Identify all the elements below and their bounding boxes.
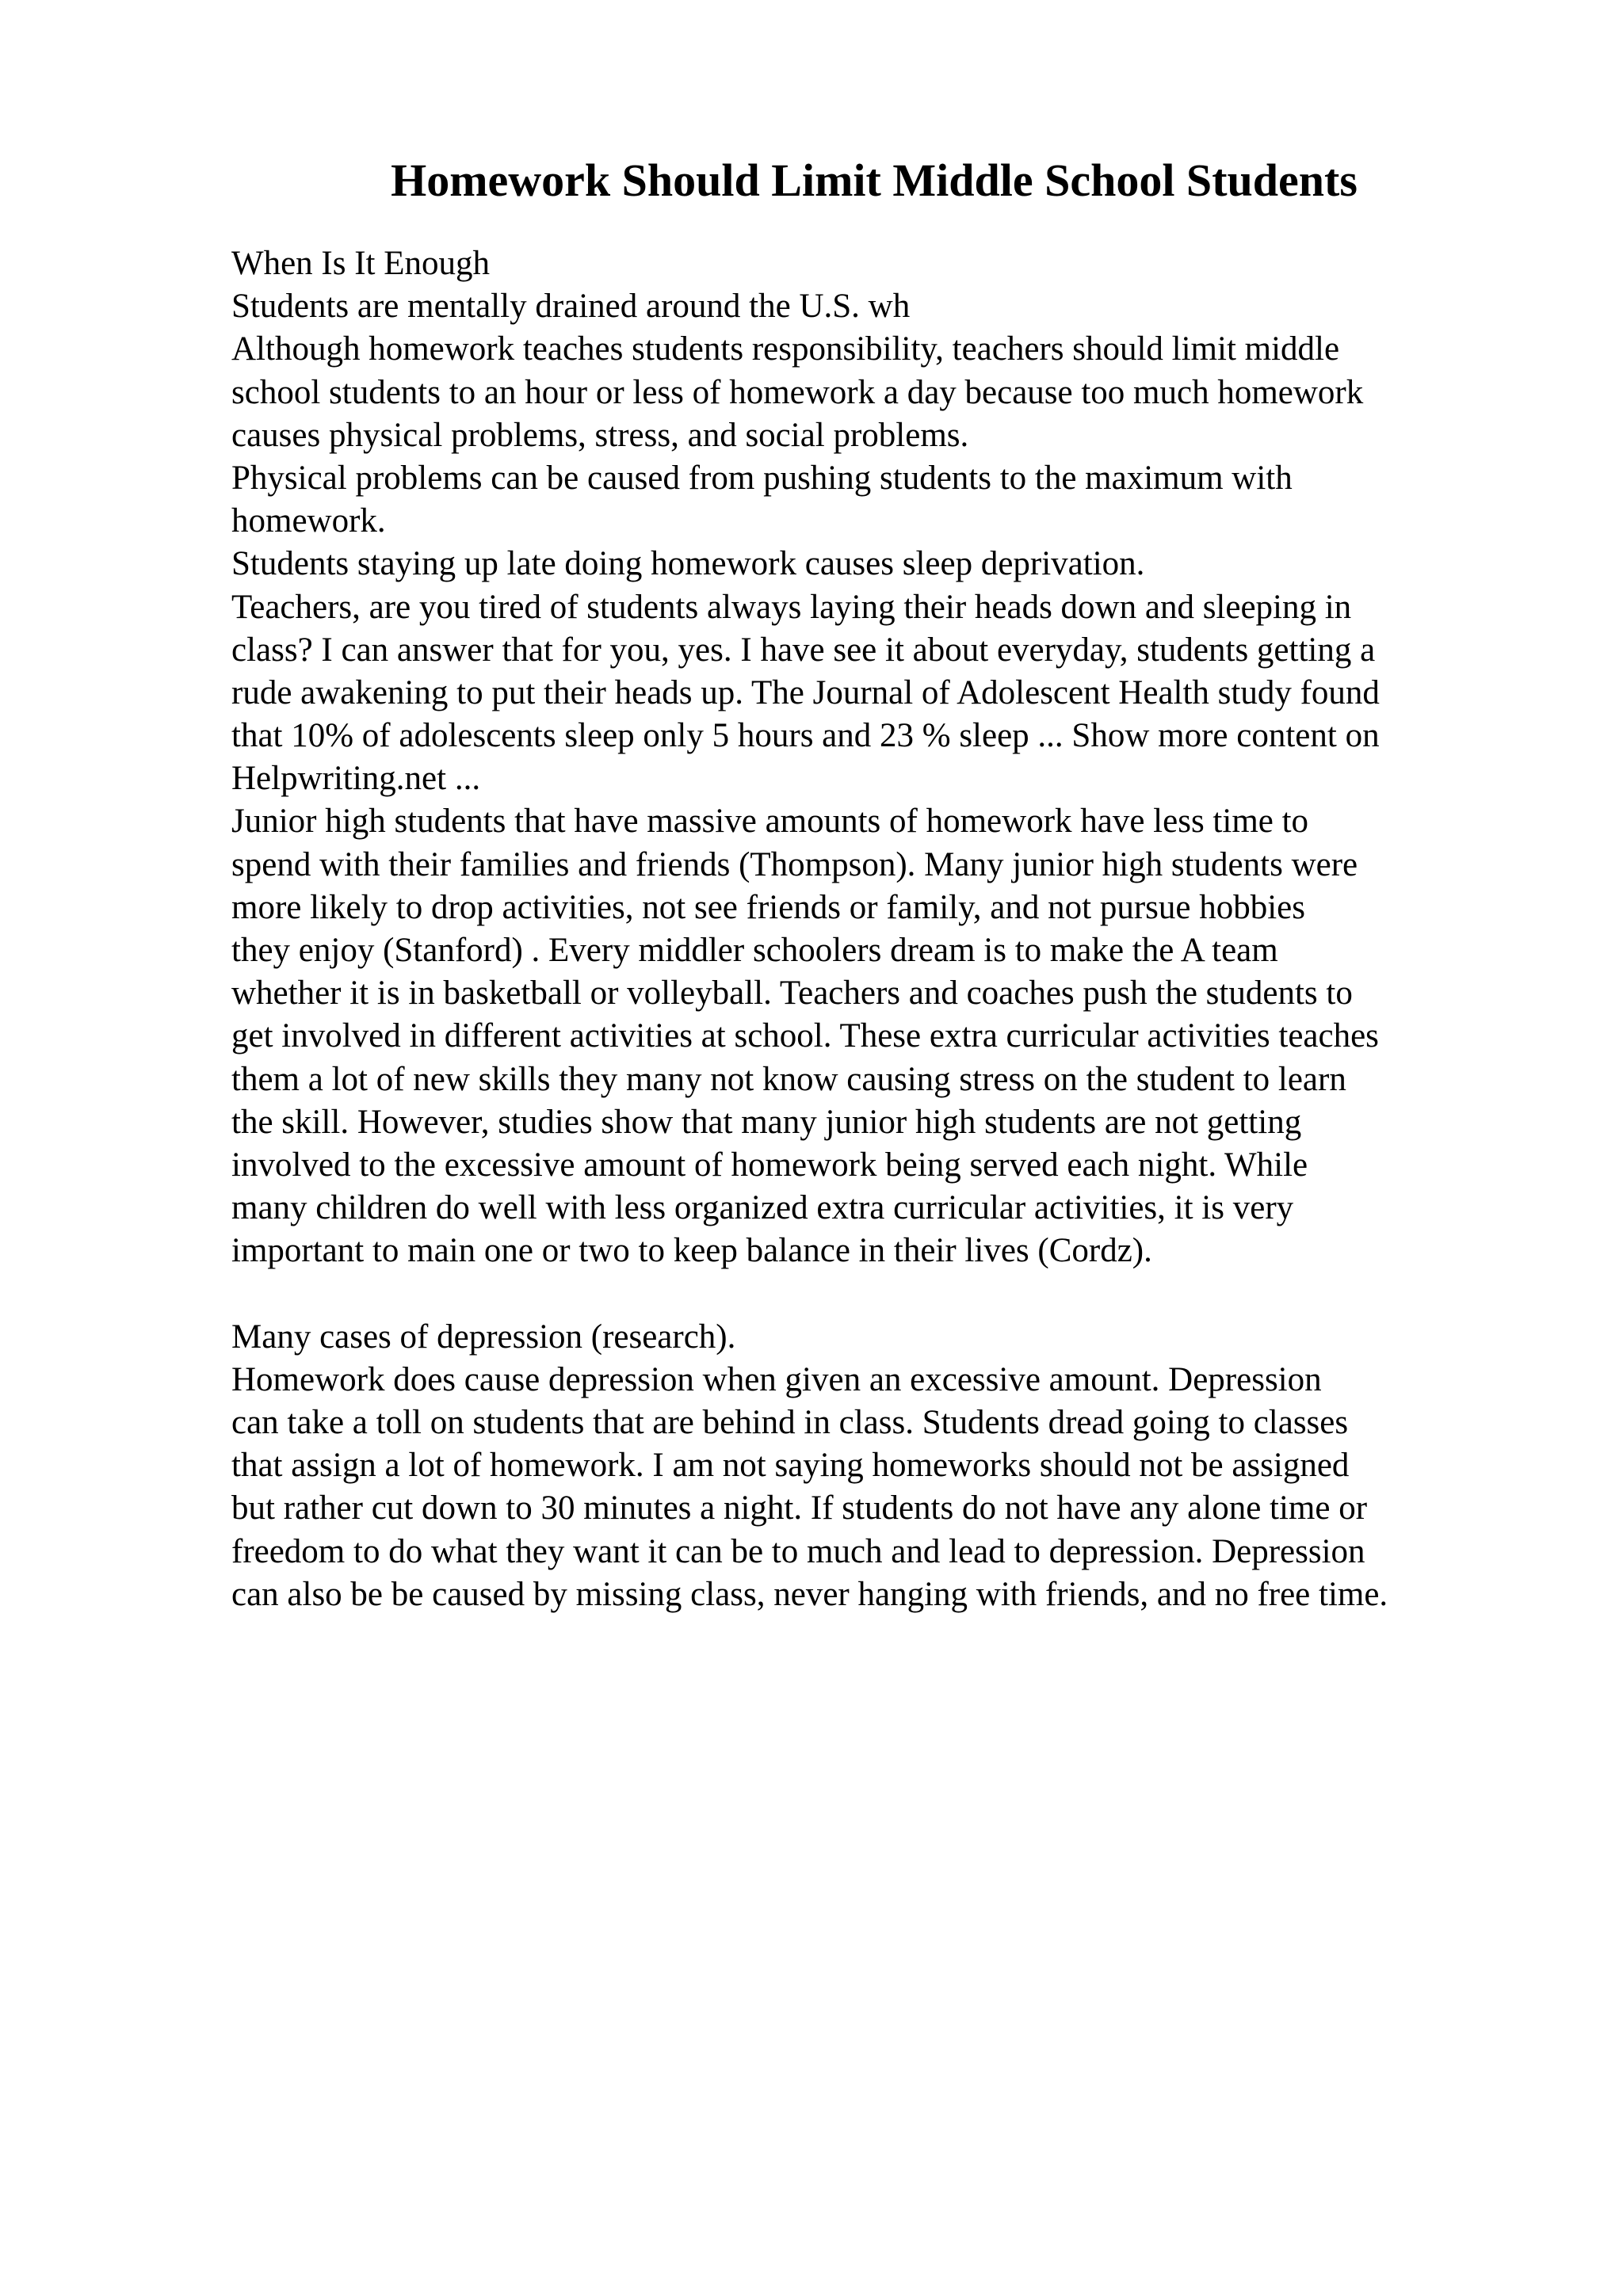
text-line: can take a toll on students that are behind in class. Students dread going to classes [231,1404,1349,1442]
document-title: Homework Should Limit Middle School Students [391,154,1358,206]
text-line: freedom to do what they want it can be to much and lead to depression. Depression [231,1532,1365,1570]
text-line: whether it is in basketball or volleyball. Teachers and coaches push the students to [231,974,1353,1013]
text-line: them a lot of new skills they many not know causing stress on the student to learn [231,1060,1346,1098]
text-line: can also be be caused by missing class, never hanging with friends, and no free time. [231,1575,1388,1613]
subheading-line: Many cases of depression (research). [231,1318,736,1356]
document-body [231,242,1594,1616]
text-line: that assign a lot of homework. I am not saying homeworks should not be assigned [231,1447,1350,1485]
paragraph-gap [231,1273,1594,1316]
text-line: class? I can answer that for you, yes. I have see it about everyday, students getting a [231,631,1376,669]
text-line: Homework does cause depression when given an excessive amount. Depression [231,1360,1322,1398]
text-line: school students to an hour or less of homework a day because too much homework [231,373,1364,411]
text-line: that 10% of adolescents sleep only 5 hours and 23 % sleep ... Show more content on [231,717,1380,755]
text-line: Students are mentally drained around the U.S. wh [231,288,911,326]
text-line: involved to the excessive amount of homework being served each night. While [231,1146,1308,1184]
text-line: causes physical problems, stress, and social problems. [231,416,969,454]
text-line: more likely to drop activities, not see friends or family, and not pursue hobbies [231,888,1305,926]
text-line: they enjoy (Stanford) . Every middler schoolers dream is to make the A team [231,932,1278,969]
text-line: rude awakening to put their heads up. The Journal of Adolescent Health study found [231,673,1380,711]
text-line: get involved in different activities at school. These extra curricular activities teaches [231,1017,1379,1055]
subheading-line: When Is It Enough [231,245,491,282]
text-line: Junior high students that have massive amounts of homework have less time to [231,803,1309,841]
text-line: Although homework teaches students responsibility, teachers should limit middle [231,330,1340,368]
text-line: but rather cut down to 30 minutes a night. If students do not have any alone time or [231,1489,1368,1527]
text-line: homework. [231,502,386,540]
text-line: Physical problems can be caused from pushing students to the maximum with [231,459,1293,497]
text-line: the skill. However, studies show that many junior high students are not getting [231,1103,1302,1141]
text-line: Helpwriting.net ... [231,760,481,798]
text-line: many children do well with less organized extra curricular activities, it is very [231,1189,1294,1227]
text-line: spend with their families and friends (Thompson). Many junior high students were [231,845,1358,883]
text-line: Teachers, are you tired of students always laying their heads down and sleeping in [231,588,1352,626]
text-line: important to main one or two to keep balance in their lives (Cordz). [231,1232,1152,1270]
text-line: Students staying up late doing homework causes sleep deprivation. [231,545,1145,583]
